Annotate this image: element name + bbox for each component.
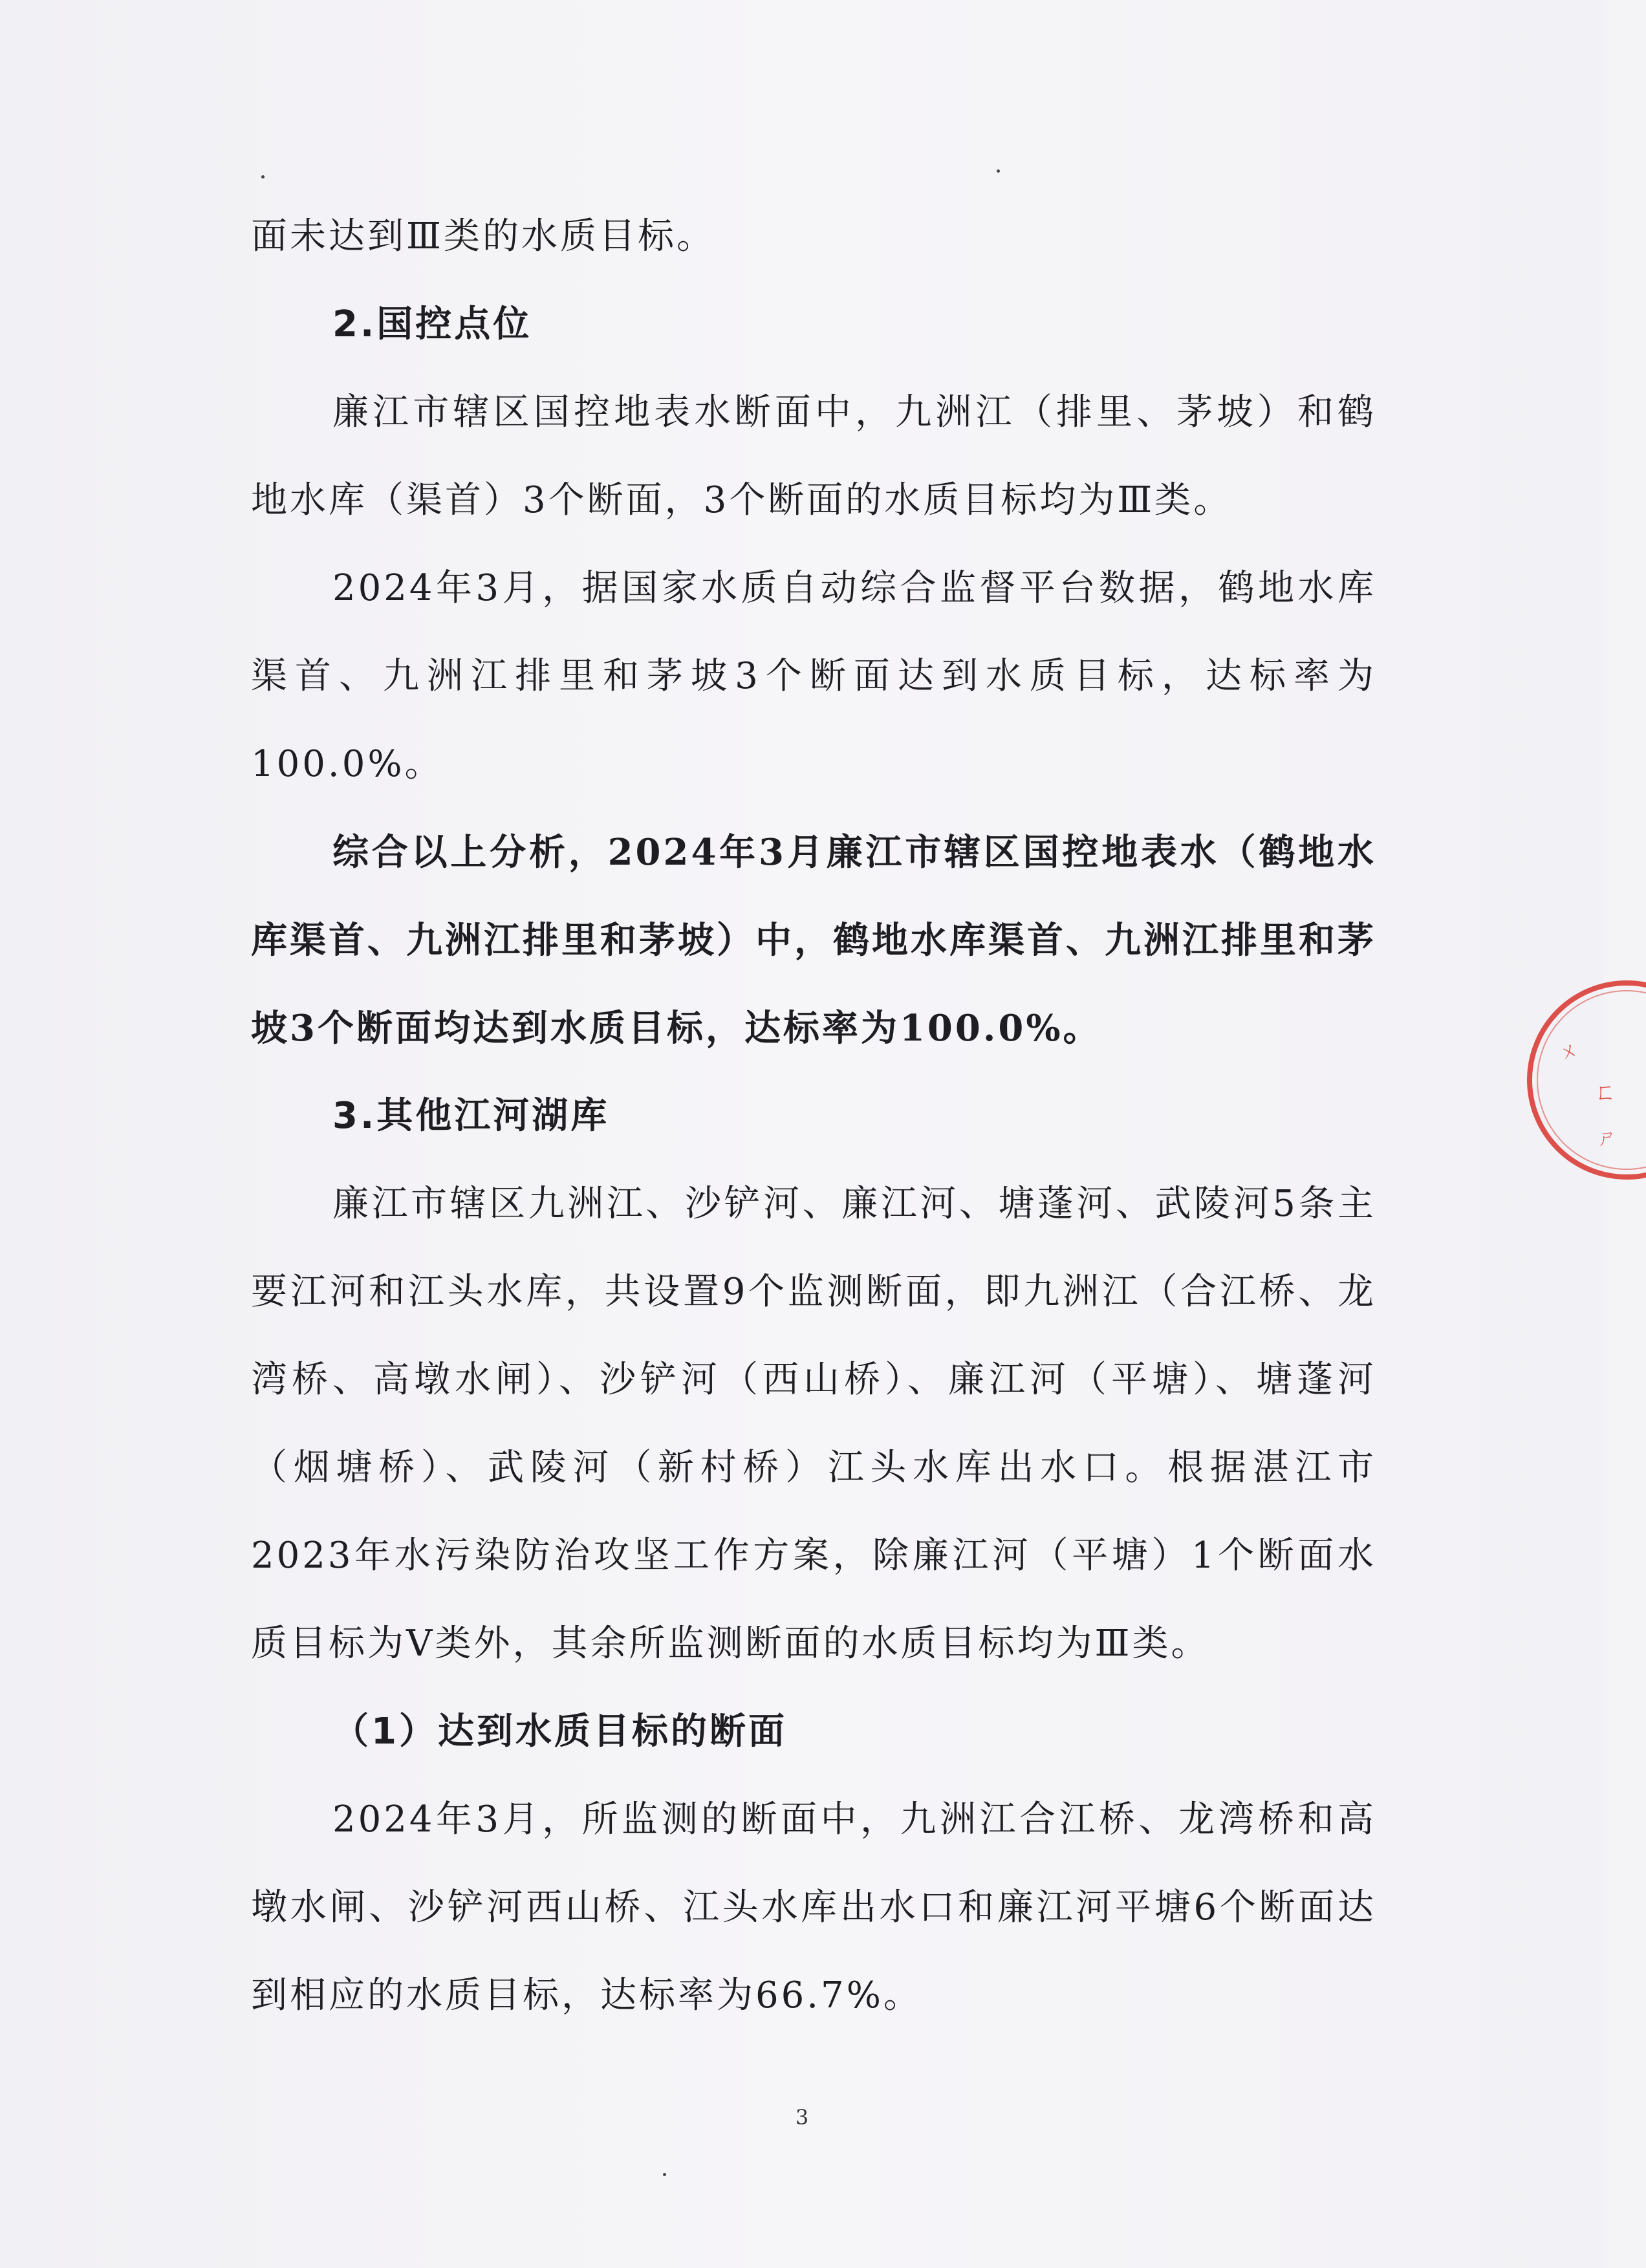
svg-text:ㄕ: ㄕ bbox=[1597, 1127, 1617, 1150]
paragraph-other-rivers-sections: 廉江市辖区九洲江、沙铲河、廉江河、塘蓬河、武陵河5条主要江河和江头水库，共设置9个监测断面，即九洲江（合江桥、龙湾桥、高墩水闸）、沙铲河（西山桥）、廉江河（平塘）、塘蓬河（烟塘桥）、武陵河（新村桥）江头水库出水口。根据湛江市2023年水污染防治攻坚工作方案，除廉江河（平塘）1个断面水质目标为Ⅴ类外，其余所监测断面的水质目标均为Ⅲ类。 bbox=[251, 1183, 1376, 1665]
continuation-paragraph: 面未达到Ⅲ类的水质目标。 bbox=[251, 215, 716, 257]
scan-speck bbox=[663, 2173, 666, 2176]
scan-speck bbox=[261, 175, 265, 178]
paragraph-meeting-target-results: 2024年3月，所监测的断面中，九洲江合江桥、龙湾桥和高墩水闸、沙铲河西山桥、江头水库出水口和廉江河平塘6个断面达到相应的水质目标，达标率为66.7%。 bbox=[251, 1798, 1376, 2016]
paragraph-national-results: 2024年3月，据国家水质自动综合监督平台数据，鹤地水库渠首、九洲江排里和茅坡3个断面达到水质目标，达标率为100.0%。 bbox=[251, 567, 1376, 785]
paragraph-national-sections: 廉江市辖区国控地表水断面中，九洲江（排里、茅坡）和鹤地水库（渠首）3个断面，3个断面的水质目标均为Ⅲ类。 bbox=[251, 391, 1376, 521]
official-seal-stamp bbox=[1517, 957, 1646, 1216]
page-number: 3 bbox=[795, 2105, 809, 2130]
section-heading-national-control: 2.国控点位 bbox=[332, 303, 532, 345]
svg-text:ㄈ: ㄈ bbox=[1594, 1079, 1616, 1105]
svg-text:ㄨ: ㄨ bbox=[1555, 1037, 1582, 1066]
paragraph-summary-bold: 综合以上分析，2024年3月廉江市辖区国控地表水（鹤地水库渠首、九洲江排里和茅坡）中，鹤地水库渠首、九洲江排里和茅坡3个断面均达到水质目标，达标率为100.0%。 bbox=[251, 831, 1376, 1050]
seal-graphic bbox=[1517, 957, 1646, 1216]
scan-speck bbox=[997, 169, 1000, 173]
subsection-heading-meeting-target: （1）达到水质目标的断面 bbox=[332, 1711, 787, 1753]
document-body bbox=[251, 193, 1376, 2040]
section-heading-other-rivers: 3.其他江河湖库 bbox=[332, 1095, 610, 1137]
